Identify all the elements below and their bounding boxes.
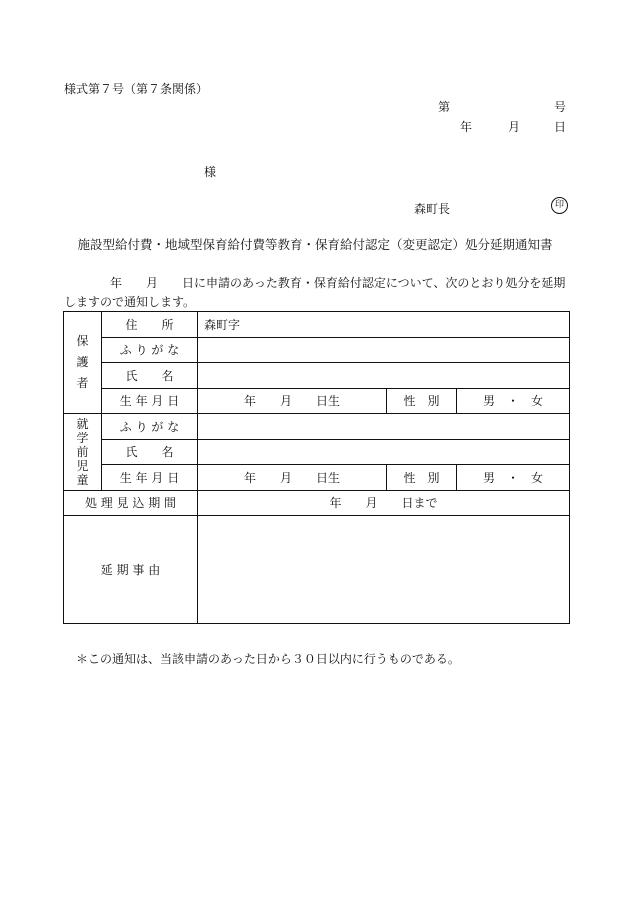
child-furigana-field[interactable] (198, 414, 570, 440)
guardian-furigana-label: ふ り が な (102, 337, 198, 363)
guardian-gender-field[interactable]: 男 ・ 女 (457, 388, 570, 414)
guardian-birth-label: 生 年 月 日 (102, 388, 198, 414)
period-label: 処 理 見 込 期 間 (64, 490, 198, 516)
notice-table (63, 311, 570, 624)
child-group-label: 就学前児童 (64, 414, 102, 491)
child-birth-field[interactable]: 年 月 日生 (198, 465, 387, 491)
child-birth-label: 生 年 月 日 (102, 465, 198, 491)
table-row (64, 465, 570, 491)
guardian-furigana-field[interactable] (198, 337, 570, 363)
period-field[interactable]: 年 月 日まで (198, 490, 570, 516)
table-row (64, 363, 570, 389)
guardian-address-label: 住 所 (102, 312, 198, 338)
child-name-label: 氏 名 (102, 439, 198, 465)
guardian-birth-field[interactable]: 年 月 日生 (198, 388, 387, 414)
issuer-name: 森町長 (414, 202, 451, 216)
table-row (64, 388, 570, 414)
reason-field[interactable] (198, 516, 570, 624)
table-row (64, 337, 570, 363)
child-gender-field[interactable]: 男 ・ 女 (457, 465, 570, 491)
guardian-group-label: 保護者 (64, 312, 102, 414)
number-prefix: 第 (438, 100, 451, 114)
table-row (64, 490, 570, 516)
date-year: 年 (460, 120, 473, 134)
form-number: 様式第７号（第７条関係） (64, 82, 209, 96)
table-row (64, 516, 570, 624)
date-day: 日 (554, 120, 567, 134)
reason-label: 延 期 事 由 (64, 516, 198, 624)
seal-mark: 印 (551, 197, 568, 214)
child-name-field[interactable] (198, 439, 570, 465)
addressee-suffix: 様 (204, 165, 217, 179)
guardian-address-field[interactable]: 森町字 (198, 312, 570, 338)
footnote: ＊この通知は、当該申請のあった日から３０日以内に行うものである。 (76, 652, 460, 666)
guardian-name-label: 氏 名 (102, 363, 198, 389)
table-row (64, 312, 570, 338)
date-month: 月 (508, 120, 521, 134)
child-gender-label: 性 別 (387, 465, 457, 491)
table-row (64, 414, 570, 440)
table-row (64, 439, 570, 465)
body-text: 年 月 日に申請のあった教育・保育給付認定について、次のとおり処分を延期しますので通知します。 (64, 276, 566, 309)
guardian-name-field[interactable] (198, 363, 570, 389)
number-suffix: 号 (553, 100, 566, 114)
child-furigana-label: ふ り が な (102, 414, 198, 440)
document-title: 施設型給付費・地域型保育給付費等教育・保育給付認定（変更認定）処分延期通知書 (77, 237, 553, 252)
guardian-gender-label: 性 別 (387, 388, 457, 414)
